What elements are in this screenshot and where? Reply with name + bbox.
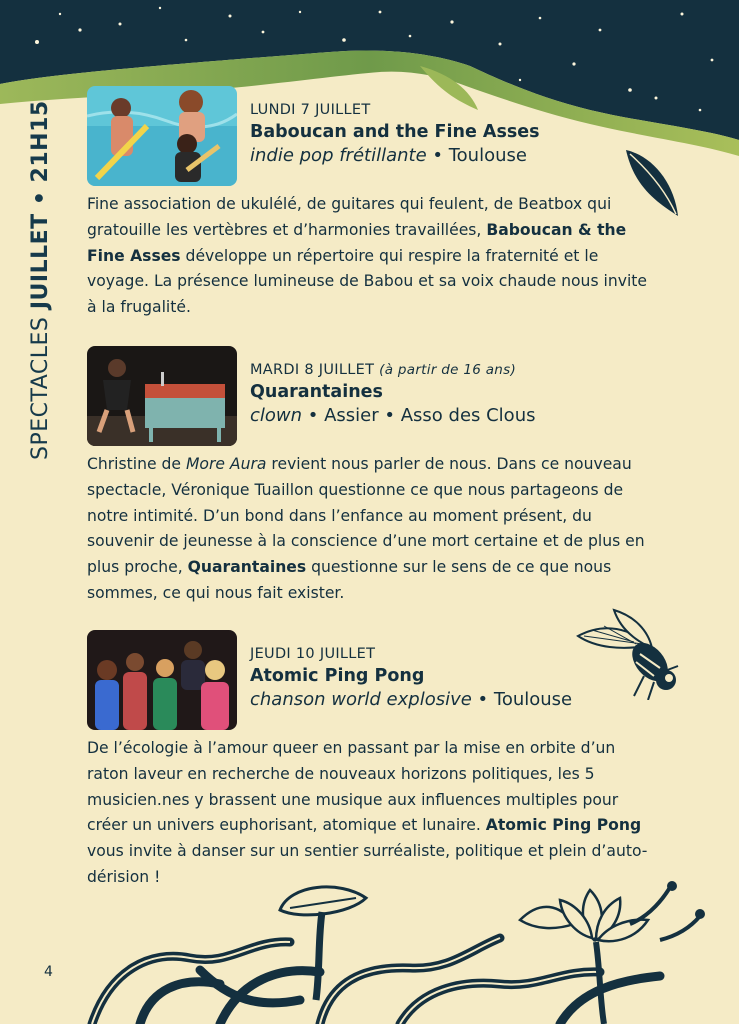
section-title-light: SPECTACLES [28,309,53,460]
section-title-bold: JUILLET • 21H15 [28,100,53,310]
event-title: Quarantaines [250,382,383,402]
description-text: questionne sur le sens de ce que nous sommes, ce qui nous fait exister. [87,558,612,602]
roots-mushroom-lotus-illustration [0,880,739,1024]
event-title: Atomic Ping Pong [250,666,425,686]
event-description [87,736,657,891]
description-bold-text: Baboucan & the Fine Asses [87,220,627,265]
event-description [87,452,657,607]
event-genre-place: • Assier • Asso des Clous [302,405,536,426]
event-description [87,192,657,321]
event-meta [250,102,540,166]
event-genre [250,405,535,426]
event-date [250,646,572,662]
event-photo [87,346,237,446]
description-text: Fine association de ukulélé, de guitares qui feulent, de Beatbox qui gratouille les vertèbres et d’harmonies travaillées, [87,195,612,239]
event-genre-place: • Toulouse [426,145,527,166]
description-text: Christine de [87,455,186,473]
event-photo [87,86,237,186]
event-age-note: (à partir de 16 ans) [379,362,517,378]
description-text: revient nous parler de nous. Dans ce nouveau spectacle, Véronique Tuaillon questionne ce que nous partageons de notre intimité. D’un bond dans l’enfance au moment présent, du souvenir de jeunesse à la conscience d’une mort certaine et de plus en plus proche, [87,455,645,577]
event-date [250,362,535,378]
description-bold-text: Quarantaines [187,558,307,577]
page-number: 4 [44,964,53,980]
event-genre [250,145,540,166]
description-italic-text: More Aura [185,455,267,473]
fly-illustration [574,606,682,700]
event-title: Baboucan and the Fine Asses [250,122,540,142]
event-genre-style: chanson world explosive [250,689,472,710]
event-date [250,102,540,118]
event-date-text: LUNDI 7 JUILLET [250,102,371,118]
event-photo [87,630,237,730]
description-bold-text: Atomic Ping Pong [485,816,642,835]
event-meta [250,646,572,710]
event-date-text: MARDI 8 JUILLET [250,362,375,378]
vertical-section-title [28,100,53,460]
description-text: De l’écologie à l’amour queer en passant par la mise en orbite d’un raton laveur en recherche de nouveaux horizons politiques, les 5 musicien.nes y brassent une musique aux influences multiples pour créer un univers euphorisant, atomique et lunaire. [87,739,619,835]
event-genre-style: clown [250,405,303,426]
event-genre [250,689,572,710]
event-meta [250,362,535,426]
description-text: développe un répertoire qui respire la fraternité et le voyage. La présence lumineuse de Babou et sa voix chaude nous invite à la frugalité. [87,246,648,317]
description-text: vous invite à danser sur un sentier surréaliste, politique et plein d’auto-dérision ! [87,842,648,886]
event-date-text: JEUDI 10 JUILLET [250,646,376,662]
event-genre-place: • Toulouse [471,689,573,710]
event-genre-style: indie pop frétillante [250,145,427,166]
